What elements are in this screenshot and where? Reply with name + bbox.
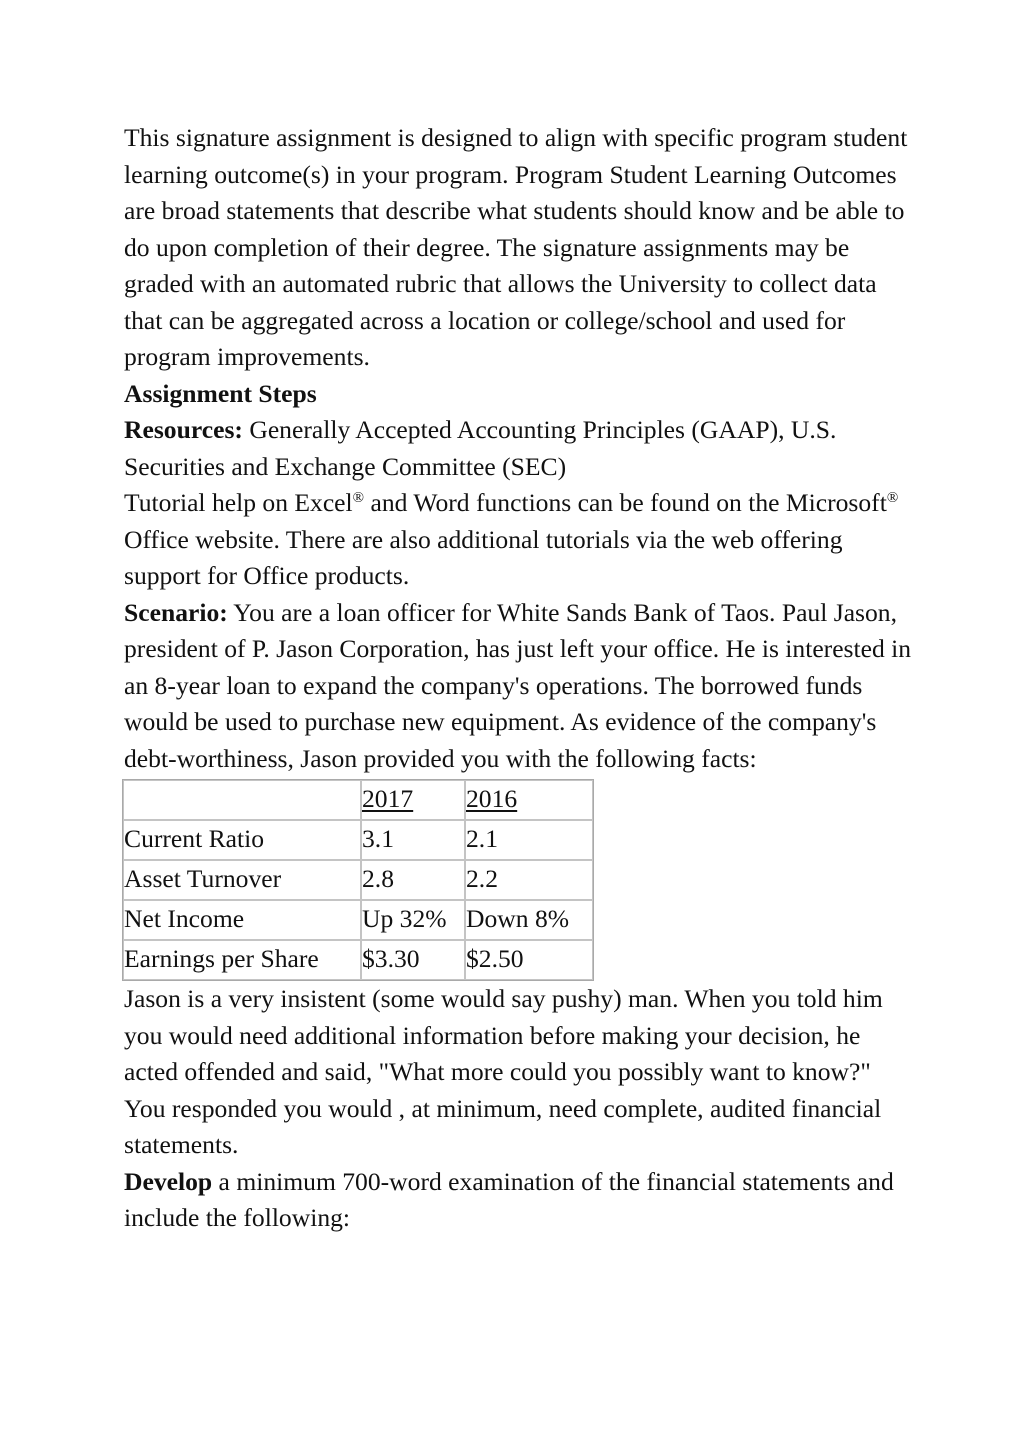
tutorial-text-3: Office website. There are also additional tutorials via the web offering support for Office products. [124, 524, 843, 590]
table-header-cell [465, 780, 593, 820]
assignment-steps-heading [124, 376, 914, 413]
table-header-cell [361, 780, 465, 820]
develop-text: a minimum 700-word examination of the financial statements and include the following: [124, 1166, 894, 1232]
table-cell: 2.1 [465, 820, 593, 860]
resources-text: Generally Accepted Accounting Principles (GAAP), U.S. Securities and Exchange Committee (SEC) [124, 415, 837, 481]
assignment-steps-heading-text: Assignment Steps [124, 378, 317, 408]
develop-paragraph [124, 1164, 914, 1237]
table-cell: Asset Turnover [123, 860, 361, 900]
table-cell: Current Ratio [123, 820, 361, 860]
table-row [123, 900, 593, 940]
table-row [123, 860, 593, 900]
table-cell: 2.8 [361, 860, 465, 900]
table-cell: 2.2 [465, 860, 593, 900]
table-cell: 3.1 [361, 820, 465, 860]
table-cell: $3.30 [361, 940, 465, 980]
table-cell: $2.50 [465, 940, 593, 980]
table-header-row [123, 780, 593, 820]
table-cell: Earnings per Share [123, 940, 361, 980]
year-2016-header: 2016 [466, 784, 518, 813]
followup-paragraph: Jason is a very insistent (some would say pushy) man. When you told him you would need additional information before making your decision, he acted offended and said, "What more could you possibly want to know?" You responded you would , at minimum, need complete, audited financial statements. [124, 984, 883, 1159]
tutorial-paragraph [124, 485, 914, 595]
registered-mark-excel: ® [352, 490, 365, 506]
intro-paragraph: This signature assignment is designed to align with specific program student learning outcome(s) in your program. Program Student Learning Outcomes are broad statements that describe what students should know and be able to do upon completion of their degree. The signature assignments may be graded with an automated rubric that allows the University to collect data that can be aggregated across a location or college/school and used for program improvements. [124, 123, 908, 371]
registered-mark-microsoft: ® [886, 490, 899, 506]
scenario-text: You are a loan officer for White Sands Bank of Taos. Paul Jason, president of P. Jason Corporation, has just left your office. He is interested in an 8-year loan to expand the company's operations. The borrowed funds would be used to purchase new equipment. As evidence of the company's debt-worthiness, Jason provided you with the following facts: [124, 597, 912, 773]
develop-label: Develop [124, 1166, 213, 1196]
scenario-label: Scenario: [124, 597, 228, 627]
table-cell: Up 32% [361, 900, 465, 940]
tutorial-text-1: Tutorial help on Excel [124, 488, 353, 517]
resources-label: Resources: [124, 415, 243, 444]
table-row [123, 820, 593, 860]
year-2017-header: 2017 [362, 784, 414, 813]
tutorial-text-2: and Word functions can be found on the Microsoft [364, 488, 887, 517]
table-row [123, 940, 593, 980]
table-header-cell [123, 780, 361, 820]
financial-facts-table [122, 779, 594, 981]
table-cell: Down 8% [465, 900, 593, 940]
resources-paragraph [124, 412, 914, 485]
scenario-paragraph [124, 595, 914, 778]
table-cell: Net Income [123, 900, 361, 940]
document-page [124, 120, 914, 1237]
